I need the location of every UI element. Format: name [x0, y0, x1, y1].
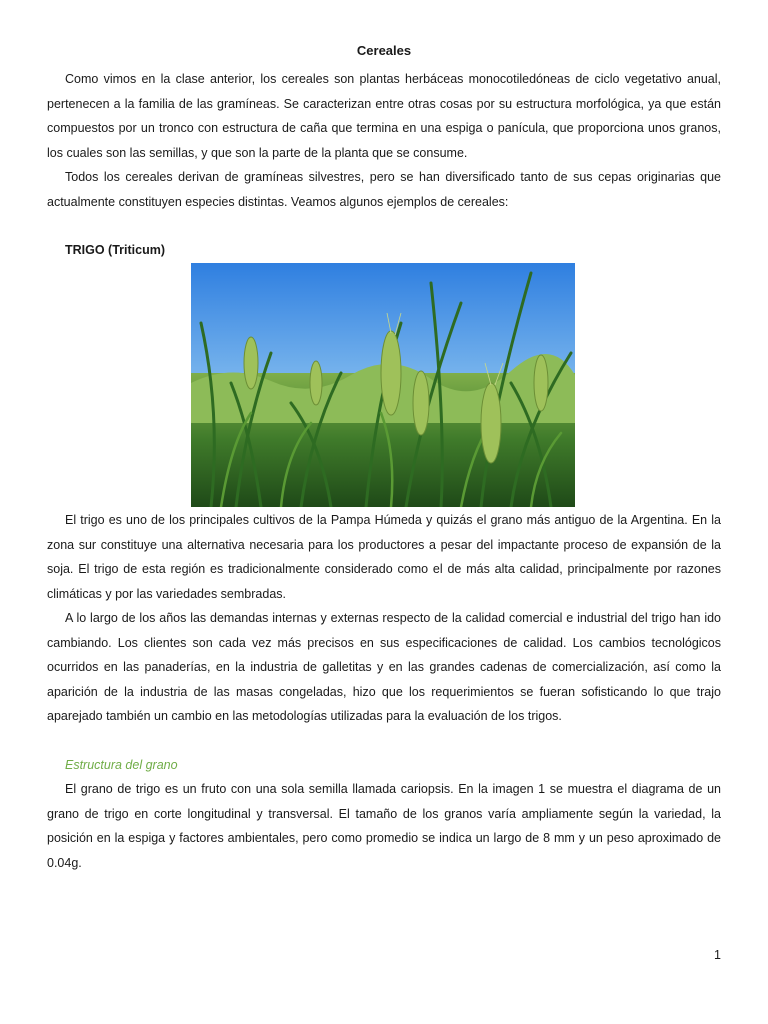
subheading-estructura: Estructura del grano	[65, 758, 178, 772]
page-title: Cereales	[356, 43, 412, 58]
intro-paragraph-2: Todos los cereales derivan de gramíneas silvestres, pero se han diversificado tanto de sus cepas originarias que actualmente constituyen especies distintas. Veamos algunos ejemplos de cereales:	[47, 170, 721, 209]
trigo-section	[47, 508, 721, 729]
page-number: 1	[714, 948, 721, 962]
intro-section	[47, 67, 721, 214]
section-heading-trigo: TRIGO (Triticum)	[65, 243, 165, 257]
wheat-field-photo	[191, 263, 575, 507]
estructura-section	[47, 777, 721, 875]
trigo-paragraph-2: A lo largo de los años las demandas internas y externas respecto de la calidad comercial e industrial del trigo han ido cambiando. Los clientes son cada vez más precisos en sus especificaciones de calidad. Los cambios tecnológicos ocurridos en las panaderías, en la industria de galletitas y en las grandes cadenas de comercialización, así como la aparición de la industria de las masas congeladas, hizo que los requerimientos se fueran sofisticando lo que trajo aparejado también un cambio en las metodologías utilizadas para la evaluación de los trigos.	[47, 611, 721, 723]
intro-paragraph-1: Como vimos en la clase anterior, los cereales son plantas herbáceas monocotiledóneas de ciclo vegetativo anual, pertenecen a la familia de las gramíneas. Se caracterizan entre otras cosas por su estructura morfológica, ya que están compuestos por un tronco con estructura de caña que termina en una espiga o panícula, que proporciona unos granos, los cuales son las semillas, y que son la parte de la planta que se consume.	[47, 72, 721, 160]
trigo-paragraph-1: El trigo es uno de los principales cultivos de la Pampa Húmeda y quizás el grano más antiguo de la Argentina. En la zona sur constituye una alternativa necesaria para los productores a pesar del impactante proceso de expansión de la soja. El trigo de esta región es tradicionalmente considerado como el de más alta calidad, principalmente por razones climáticas y por las variedades sembradas.	[47, 513, 721, 601]
estructura-paragraph-1: El grano de trigo es un fruto con una sola semilla llamada cariopsis. En la imagen 1 se muestra el diagrama de un grano de trigo en corte longitudinal y transversal. El tamaño de los granos varía ampliamente según la variedad, la posición en la espiga y factores ambientales, pero como promedio se indica un largo de 8 mm y un peso aproximado de 0.04g.	[47, 782, 721, 870]
